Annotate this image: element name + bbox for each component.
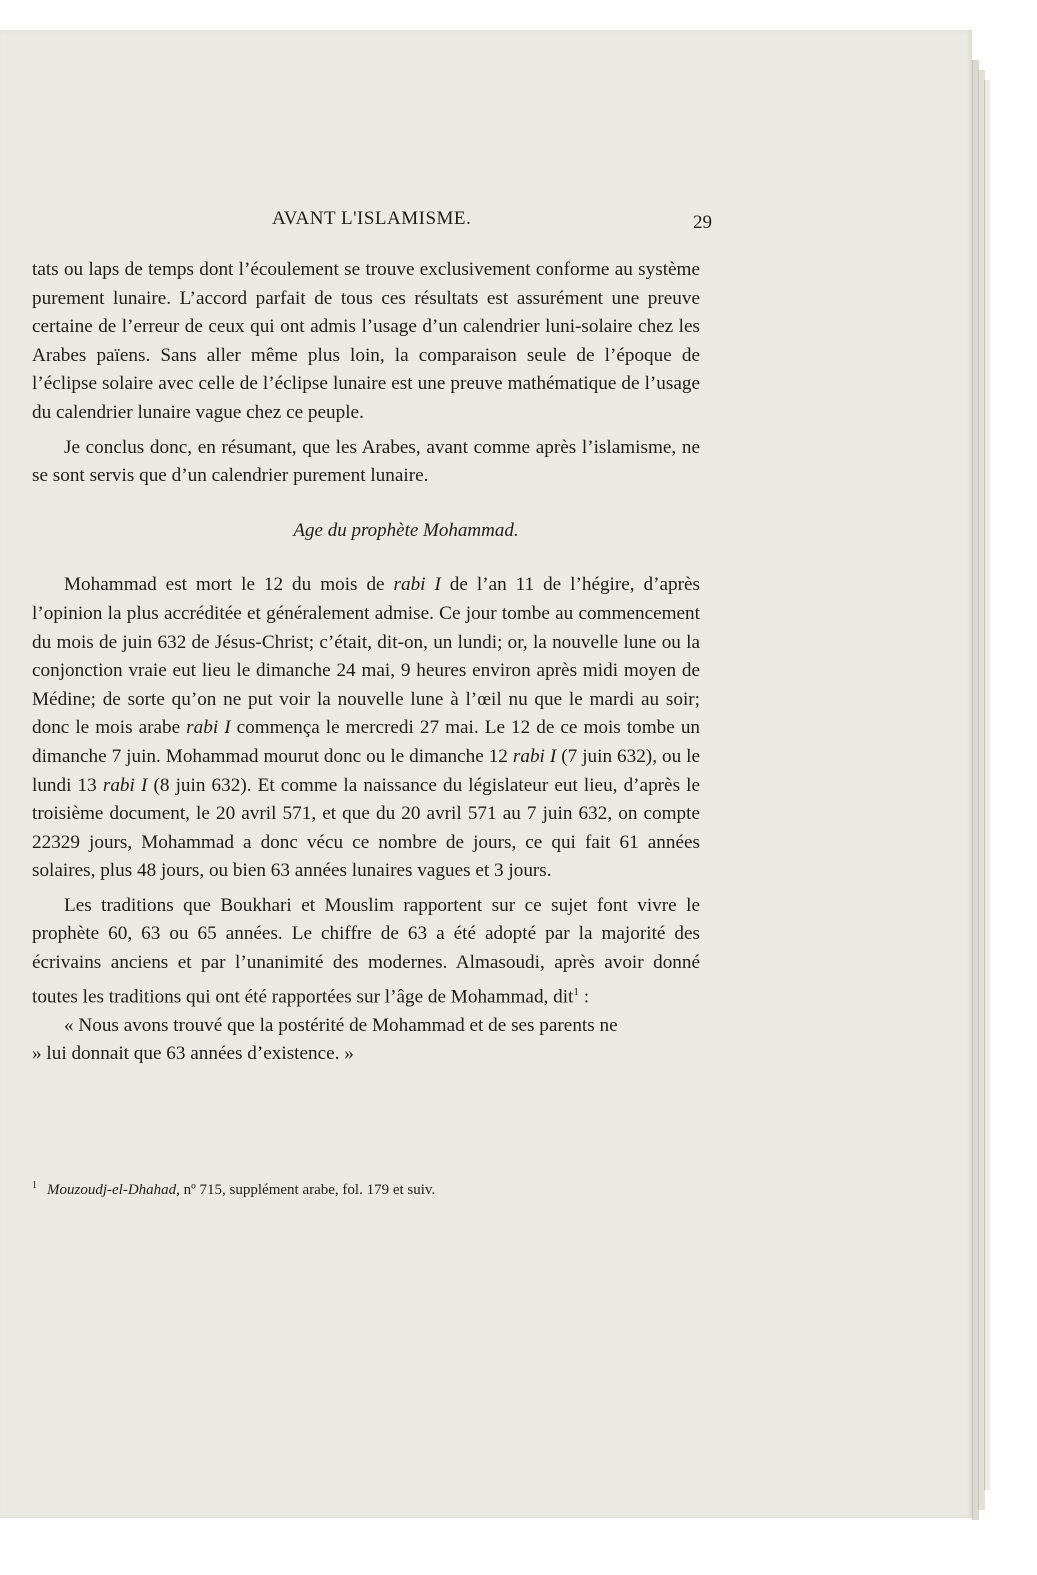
running-title: AVANT L'ISLAMISME.: [272, 208, 472, 229]
text-run: Mohammad est mort le 12 du mois de: [64, 574, 394, 596]
quote-line: « Nous avons trouvé que la postérité de Mohammad et de ses parents ne: [64, 1014, 618, 1036]
page-edge: [984, 80, 990, 1490]
paragraph: Je conclus donc, en résumant, que les Arabes, avant comme après l’islamisme, ne se sont servis que d’un calendrier purement lunaire.: [32, 436, 700, 487]
italic-term: rabi I: [186, 717, 231, 739]
quote-line: » lui donnait que 63 années d’existence. »: [32, 1043, 354, 1065]
footnote-text: nº 715, supplément arabe, fol. 179 et suiv.: [179, 1182, 436, 1198]
text-run: de l’an 11 de l’hégire, d’après l’opinion la plus accréditée et généralement admise. Ce jour tombe au commencement du mois de juin 632 de Jésus-Christ; c’était, dit-on, un lundi; or, la nouvelle lune ou la conjonction vraie eut lieu le dimanche 24 mai, 9 heures environ après midi moyen de Médine; de sorte qu’on ne put voir la nouvelle lune à l’œil nu que le mardi au soir; donc le mois arabe: [32, 574, 701, 739]
footnote: [32, 1180, 700, 1199]
text-run: (7 juin 632), ou le lundi 13: [32, 745, 700, 796]
footnote-reference: 1: [573, 985, 579, 998]
section-heading: Age du prophète Mohammad.: [293, 519, 519, 541]
body-text: [32, 256, 700, 1069]
text-run: (8 juin 632). Et comme la naissance du législateur eut lieu, d’après le troisième document, le 20 avril 571, et que du 20 avril 571 au 7 juin 632, on compte 22329 jours, Mohammad a donc vécu ce nombre de jours, ce qui fait 61 années solaires, plus 48 jours, ou bien 63 années lunaires vagues et 3 jours.: [32, 774, 701, 882]
paragraph: [32, 892, 700, 1012]
italic-term: rabi I: [102, 774, 148, 796]
italic-term: rabi I: [393, 574, 441, 596]
paragraph: tats ou laps de temps dont l’écoulement se trouve exclusivement conforme au système purement lunaire. L’accord parfait de tous ces résultats est assurément une preuve certaine de l’erreur de ceux qui ont admis l’usage d’un calendrier luni-solaire chez les Arabes païens. Sans aller même plus loin, la comparaison seule de l’époque de l’éclipse solaire avec celle de l’éclipse lunaire est une preuve mathématique de l’usage du calendrier lunaire vague chez ce peuple.: [32, 259, 700, 423]
text-run: Les traditions que Boukhari et Mouslim rapportent sur ce sujet font vivre le prophète 60, 63 ou 65 années. Le chiffre de 63 a été adopté par la majorité des écrivains anciens et par l’unanimité des modernes. Almasoudi, après avoir donné toutes les traditions qui ont été rapportées sur l’âge de Mohammad, dit: [32, 894, 700, 1008]
footnote-mark: 1: [32, 1180, 37, 1191]
page-number: 29: [693, 212, 712, 233]
paragraph: [32, 571, 700, 886]
footnote-title: Mouzoudj-el-Dhahad,: [47, 1182, 180, 1198]
running-head: [32, 200, 712, 240]
text-run: commença le mercredi 27 mai. Le 12 de ce mois tombe un dimanche 7 juin. Mohammad mourut donc ou le dimanche 12: [32, 717, 701, 767]
italic-term: rabi I: [512, 745, 557, 767]
text-run: :: [578, 986, 590, 1008]
